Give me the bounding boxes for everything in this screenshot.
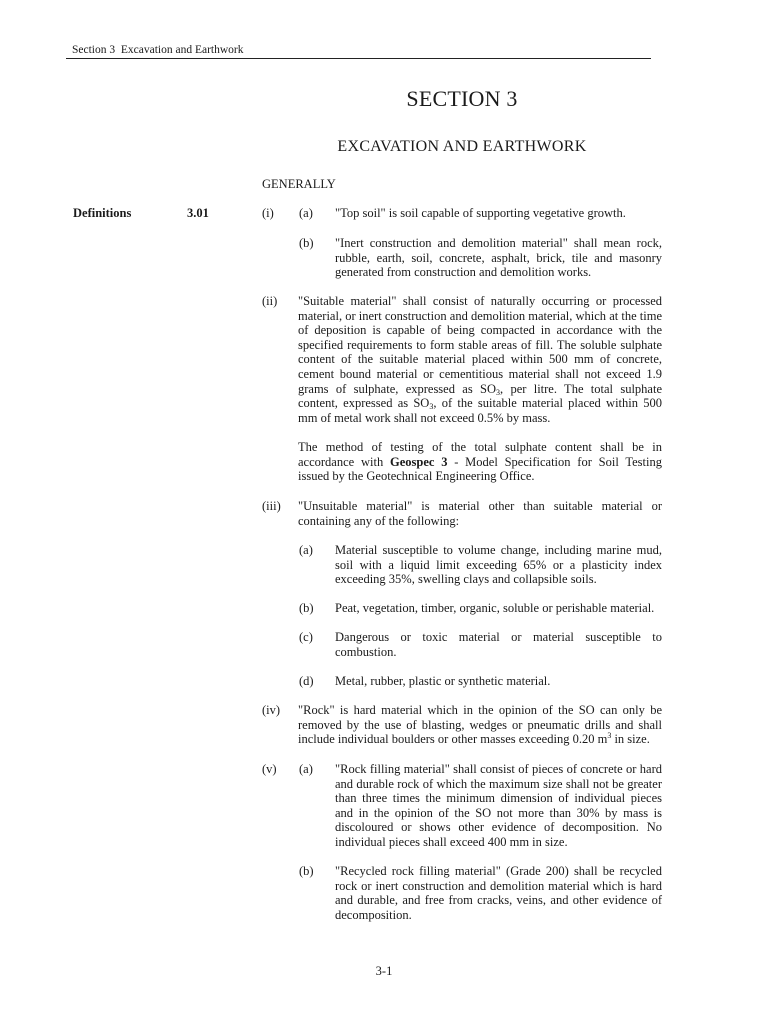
- item-iv-superscript: 3: [607, 731, 612, 741]
- item-iii-a-label: (a): [299, 543, 313, 557]
- section-number: SECTION 3: [406, 86, 518, 111]
- item-ii-label: (ii): [262, 294, 278, 308]
- item-ii-p1-part-a: "Suitable material" shall consist of naturally occurring or processed material, or inert construction and demolition material, which at the time of deposition is capable of being compacted in accordance with the specified requirements to form stable areas of fill. The soluble sulphate content of the suitable material placed within 500 mm of concrete, cement bound material or cementitious material shall not exceed 1.9 grams of sulphate, expressed as SO: [298, 294, 662, 396]
- section-title: EXCAVATION AND EARTHWORK: [337, 138, 587, 155]
- running-header: Section 3 Excavation and Earthwork: [72, 44, 244, 56]
- geospec-reference: Geospec 3: [389, 454, 448, 469]
- item-iii-text: "Unsuitable material" is material other than suitable material or containing any of the following:: [298, 499, 662, 528]
- item-ii-p1-part-b: , per litre. The total sulphate content, expressed as SO: [298, 381, 662, 411]
- item-ii-paragraph-2: [298, 440, 662, 484]
- item-ii-paragraph-1: [298, 294, 662, 425]
- item-i-b-text: "Inert construction and demolition material" shall mean rock, rubble, earth, soil, concrete, asphalt, brick, tile and masonry generated from construction and demolition works.: [335, 236, 662, 280]
- item-iii-d-label: (d): [299, 674, 314, 688]
- item-ii-p1-subscript-1: 3: [496, 387, 500, 397]
- item-ii-p2-part-a: The method of testing of the total sulphate content shall be in accordance with: [298, 440, 662, 469]
- item-v-b-text: "Recycled rock filling material" (Grade 200) shall be recycled rock or inert construction and demolition material which is hard and durable, and free from cracks, veins, and other evidence of decomposition.: [335, 864, 662, 922]
- item-v-a-text: "Rock filling material" shall consist of pieces of concrete or hard and durable rock of which the maximum size shall not be greater than three times the minimum dimension of individual pieces and in the opinion of the SO not more than 30% by mass is discoloured or shows other evidence of decomposition. No individual pieces shall exceed 400 mm in size.: [335, 762, 662, 849]
- item-ii-p1-part-c: , of the suitable material placed within 500 mm of metal work shall not exceed 0.5% by mass.: [298, 396, 662, 425]
- item-iv-part-a: "Rock" is hard material which in the opinion of the SO can only be removed by the use of blasting, wedges or pneumatic drills and shall include individual boulders or other masses exceeding 0.20 m: [298, 703, 662, 747]
- item-ii-p2-part-b: - Model Specification for Soil Testing issued by the Geotechnical Engineering Office.: [298, 454, 662, 484]
- item-v-label: (v): [262, 762, 277, 776]
- item-iii-c-text: Dangerous or toxic material or material susceptible to combustion.: [335, 630, 662, 659]
- item-i-label: (i): [262, 206, 274, 220]
- item-iii-c-label: (c): [299, 630, 313, 644]
- header-rule: [66, 58, 651, 59]
- item-v-a-label: (a): [299, 762, 313, 776]
- item-v-b-label: (b): [299, 864, 314, 878]
- item-iv-label: (iv): [262, 703, 281, 717]
- item-i-a-text: "Top soil" is soil capable of supporting vegetative growth.: [335, 206, 626, 220]
- item-i-a-label: (a): [299, 206, 313, 220]
- item-iii-a-text: Material susceptible to volume change, including marine mud, soil with a liquid limit exceeding 65% or a plasticity index exceeding 35%, swelling clays and collapsible soils.: [335, 543, 662, 587]
- item-iv-part-b: in size.: [611, 732, 650, 747]
- item-iv-text: [298, 703, 662, 747]
- item-ii-p1-subscript-2: 3: [429, 402, 434, 412]
- subheading-generally: GENERALLY: [262, 177, 336, 191]
- item-iii-b-text: Peat, vegetation, timber, organic, soluble or perishable material.: [335, 601, 655, 615]
- item-iii-label: (iii): [262, 499, 281, 513]
- page-number: 3-1: [375, 964, 393, 978]
- clause-number: 3.01: [187, 206, 209, 220]
- item-iii-d-text: Metal, rubber, plastic or synthetic material.: [335, 674, 551, 688]
- item-iii-b-label: (b): [299, 601, 314, 615]
- item-i-b-label: (b): [299, 236, 314, 250]
- clause-title: Definitions: [73, 206, 132, 220]
